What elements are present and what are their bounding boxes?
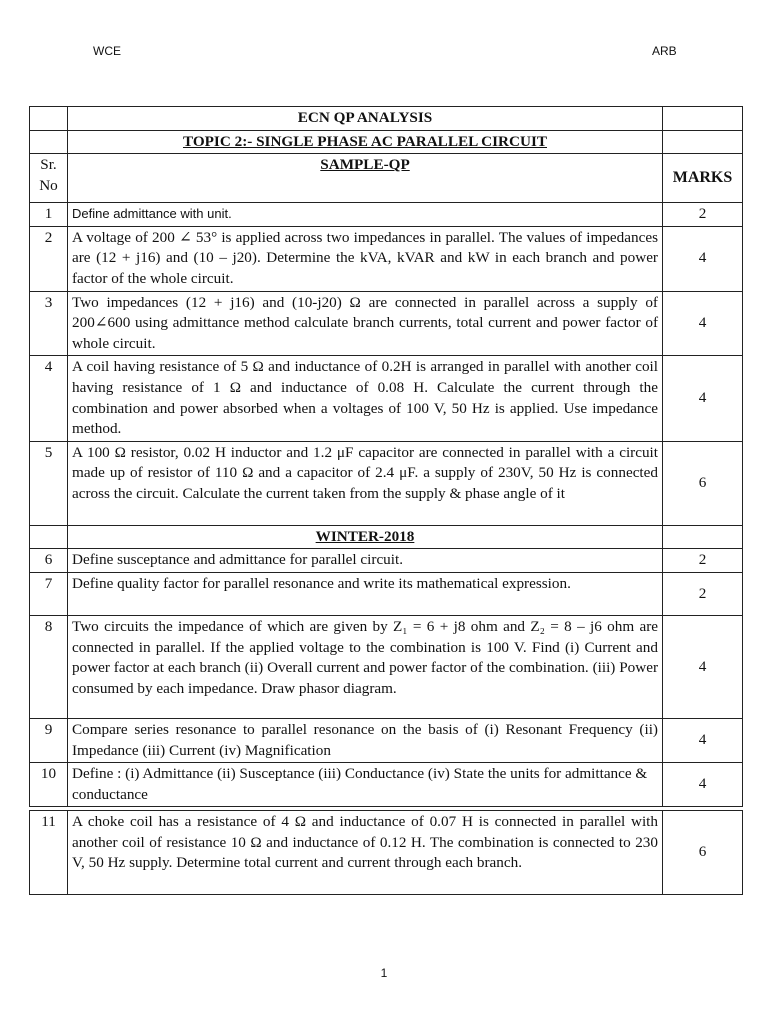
table-row: [30, 291, 743, 356]
row-number: 8: [30, 615, 68, 718]
row-number: 11: [30, 811, 68, 895]
header-right-text: ARB: [652, 44, 677, 58]
question-text: Compare series resonance to parallel resonance on the basis of (i) Resonant Frequency (ii) Impedance (iii) Current (iv) Magnification: [68, 718, 663, 762]
table-row: [30, 572, 743, 615]
marks-value: 2: [663, 549, 743, 573]
marks-value: 4: [663, 615, 743, 718]
table-row: [30, 763, 743, 807]
marks-value: 4: [663, 291, 743, 356]
question-text: Define susceptance and admittance for parallel circuit.: [68, 549, 663, 573]
marks-value: 6: [663, 811, 743, 895]
table-row: [30, 718, 743, 762]
qp-analysis-table-continued: [29, 810, 743, 895]
table-title: ECN QP ANALYSIS: [68, 107, 663, 131]
table-row: [30, 441, 743, 525]
page-number: 1: [380, 966, 388, 980]
table-row: [30, 226, 743, 291]
winter-section-row: [30, 525, 743, 549]
row-number: 6: [30, 549, 68, 573]
marks-value: 4: [663, 356, 743, 441]
sr-no-header: Sr. No: [30, 154, 68, 203]
row-number: 7: [30, 572, 68, 615]
marks-value: 4: [663, 763, 743, 807]
row-number: 1: [30, 203, 68, 227]
row-number: 2: [30, 226, 68, 291]
question-text: A 100 Ω resistor, 0.02 H inductor and 1.2 μF capacitor are connected in parallel with a circuit made up of resistor of 110 Ω and a capacitor of 2.4 μF. a supply of 230V, 50 Hz is connected across the circuit. Calculate the current taken from the supply & phase angle of it: [68, 441, 663, 525]
table-row: [30, 549, 743, 573]
header-left-text: WCE: [93, 44, 121, 58]
marks-value: 2: [663, 203, 743, 227]
marks-value: 4: [663, 718, 743, 762]
table-row: [30, 811, 743, 895]
marks-value: 4: [663, 226, 743, 291]
table-row: [30, 203, 743, 227]
table-title-row: [30, 107, 743, 131]
qp-analysis-table: [29, 106, 743, 807]
table-topic-row: [30, 130, 743, 154]
question-text: A voltage of 200 ∠ 53° is applied across two impedances in parallel. The values of impedances are (12 + j16) and (10 – j20). Determine the kVA, kVAR and kW in each branch and power factor of the whole circuit.: [68, 226, 663, 291]
row-number: 10: [30, 763, 68, 807]
sample-qp-label: SAMPLE-QP: [320, 156, 410, 174]
question-text: A choke coil has a resistance of 4 Ω and inductance of 0.07 H is connected in parallel with another coil of resistance 10 Ω and inductance of 0.12 H. The combination is connected to 230 V, 50 Hz supply. Determine total current and current through each branch.: [68, 811, 663, 895]
question-text: A coil having resistance of 5 Ω and inductance of 0.2H is arranged in parallel with another coil having resistance of 1 Ω and inductance of 0.08 H. Calculate the current through the combination and power absorbed when a voltages of 100 V, 50 Hz is applied. Use impedance method.: [68, 356, 663, 441]
marks-value: 6: [663, 441, 743, 525]
marks-header: MARKS: [663, 154, 743, 203]
question-text: Two impedances (12 + j16) and (10-j20) Ω are connected in parallel across a supply of 200∠600 using admittance method calculate branch currents, total current and power factor of whole circuit.: [68, 291, 663, 356]
question-text: Define quality factor for parallel resonance and write its mathematical expression.: [68, 572, 663, 615]
table-row: [30, 356, 743, 441]
marks-value: 2: [663, 572, 743, 615]
question-text: Two circuits the impedance of which are given by Z₁ = 6 + j8 ohm and Z₂ = 8 – j6 ohm are connected in parallel. If the applied voltage to the combination is 100 V. Find (i) Current and power factor at each branch (ii) Overall current and power factor of the combination. (iii) Power consumed by each impedance. Draw phasor diagram.: [68, 615, 663, 718]
table-row: [30, 615, 743, 718]
table-header-row: [30, 154, 743, 203]
table-topic: TOPIC 2:- SINGLE PHASE AC PARALLEL CIRCUIT: [182, 132, 547, 150]
question-text: Define : (i) Admittance (ii) Susceptance (iii) Conductance (iv) State the units for admittance & conductance: [68, 763, 663, 807]
question-text: Define admittance with unit.: [68, 203, 663, 227]
row-number: 4: [30, 356, 68, 441]
row-number: 9: [30, 718, 68, 762]
row-number: 5: [30, 441, 68, 525]
winter-2018-label: WINTER-2018: [315, 527, 415, 545]
row-number: 3: [30, 291, 68, 356]
